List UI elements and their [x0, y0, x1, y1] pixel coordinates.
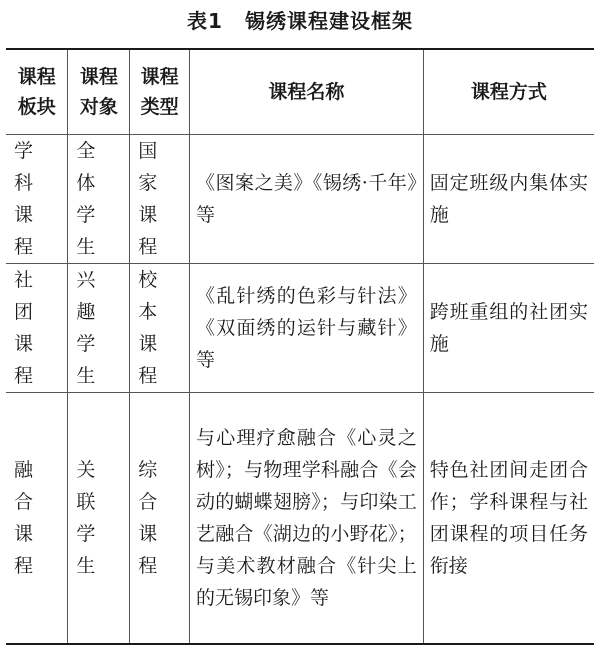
cell-audience: 关联学生 [68, 393, 130, 645]
cell-type: 校本课程 [130, 264, 190, 393]
table-row [6, 393, 594, 645]
course-framework-table [6, 48, 594, 645]
table-row [6, 135, 594, 264]
cell-audience: 全体学生 [68, 135, 130, 264]
cell-method: 固定班级内集体实施 [423, 135, 594, 264]
table-number: 表1 [187, 9, 223, 33]
cell-audience: 兴趣学生 [68, 264, 130, 393]
table-title: 锡绣课程建设框架 [244, 9, 413, 33]
header-audience: 课程对象 [68, 49, 130, 135]
cell-name: 与心理疗愈融合《心灵之树》；与物理学科融合《会动的蝴蝶翅膀》；与印染工艺融合《湖边的小野花》；与美术教材融合《针尖上的无锡印象》等 [190, 393, 424, 645]
table-caption [0, 8, 600, 34]
table-row [6, 264, 594, 393]
header-type: 课程类型 [130, 49, 190, 135]
cell-name: 《乱针绣的色彩与针法》《双面绣的运针与藏针》等 [190, 264, 424, 393]
table-header-row [6, 49, 594, 135]
header-name: 课程名称 [190, 49, 424, 135]
header-method: 课程方式 [423, 49, 594, 135]
cell-type: 国家课程 [130, 135, 190, 264]
cell-name: 《图案之美》《锡绣·千年》等 [190, 135, 424, 264]
header-module: 课程板块 [6, 49, 68, 135]
cell-method: 跨班重组的社团实施 [423, 264, 594, 393]
cell-module: 社团课程 [6, 264, 68, 393]
cell-module: 学科课程 [6, 135, 68, 264]
cell-module: 融合课程 [6, 393, 68, 645]
cell-type: 综合课程 [130, 393, 190, 645]
cell-method: 特色社团间走团合作；学科课程与社团课程的项目任务衔接 [423, 393, 594, 645]
